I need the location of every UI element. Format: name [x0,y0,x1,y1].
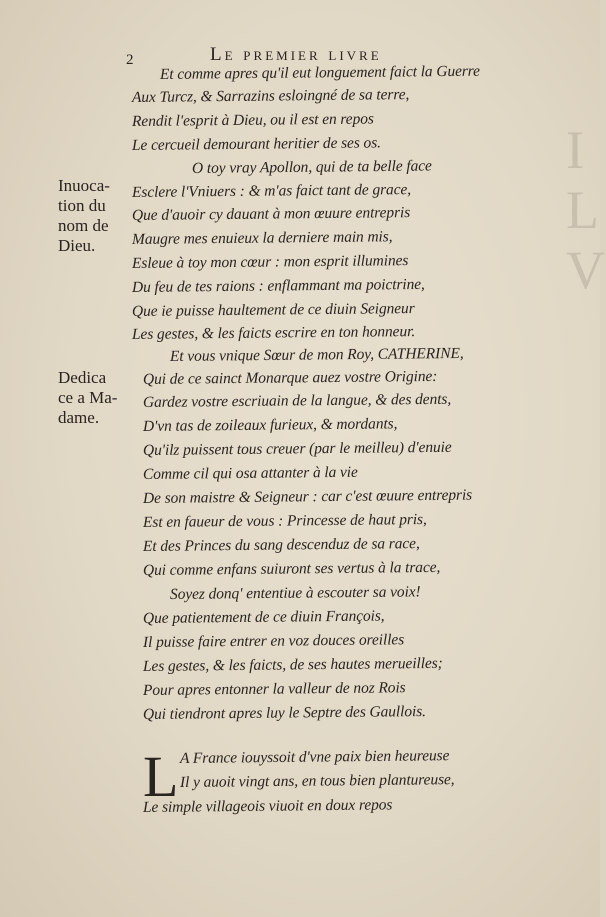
verse-line: Soyez donq' ententiue à escouter sa voix! [169,583,421,603]
verse-line: Le cercueil demourant heritier de ses os. [131,134,381,154]
verse-line: Qui tiendront apres luy le Septre des Gaullois. [142,703,426,723]
verse-line: Et vous vnique Sœur de mon Roy, CATHERINE, [169,344,464,365]
verse-line: Que patientement de ce diuin François, [142,607,385,627]
verse-line: O toy vray Apollon, qui de ta belle face [191,157,432,177]
verse-line: Du feu de tes raions : enflammant ma poictrine, [131,275,425,296]
verse-line: Et comme apres qu'il eut longuement faict la Guerre [159,62,480,83]
verse-line: Esclere l'Vniuers : & m'as faict tant de grace, [131,181,412,201]
verse-line: Il y auoit vingt ans, en tous bien plantureuse, [179,771,455,791]
margin-note-line: tion du [58,196,106,215]
drop-cap: L [143,744,179,809]
verse-line: Est en faueur de vous : Princesse de haut pris, [142,511,427,531]
verse-line: Aux Turcz, & Sarrazins esloingné de sa terre, [131,86,410,106]
verse-line: Maugre mes enuieux la derniere main mis, [131,228,393,248]
verse-line: Comme cil qui osa attanter à la vie [142,463,358,483]
verse-line: Et des Princes du sang descenduz de sa race, [142,535,420,555]
verse-line: Que d'auoir cy dauant à mon œuure entrepris [131,204,411,224]
margin-note-line: Dieu. [58,236,96,255]
margin-note-line: Inuoca- [58,176,110,195]
margin-note-line: ce a Ma- [58,388,118,407]
verse-line: De son maistre & Seigneur : car c'est œuure entrepris [142,486,473,507]
margin-note-line: dame. [58,408,100,427]
verse-line: Qui comme enfans suiuront ses vertus à la trace, [142,558,441,579]
running-head: Le premier livre [210,44,382,65]
verse-line: Rendit l'esprit à Dieu, ou il est en repos [131,110,374,130]
verse-line: Les gestes, & les faicts, de ses hautes merueilles; [142,654,443,675]
verse-line: Esleue à toy mon cœur : mon esprit illumines [131,252,409,272]
verse-line: Gardez vostre escriuain de la langue, & des dents, [142,390,452,411]
margin-note-line: nom de [58,216,109,235]
verse-line: Les gestes, & les faicts escrire en ton honneur. [131,323,416,343]
verse-line: Le simple villageois viuoit en doux repos [142,796,393,816]
verse-line: Pour apres entonner la valleur de noz Rois [142,679,406,699]
verse-line: Qu'ilz puissent tous creuer (par le meilleu) d'enuie [142,438,452,459]
verse-line: Qui de ce sainct Monarque auez vostre Origine: [142,367,438,388]
verse-line: A France iouyssoit d'vne paix bien heureuse [179,747,450,767]
page-number: 2 [126,52,134,68]
margin-note-invocation [58,176,110,256]
margin-note-dedication [58,368,117,428]
verse-line: Que ie puisse haultement de ce diuin Seigneur [131,300,415,320]
verse-line: Il puisse faire entrer en voz douces oreilles [142,631,405,651]
show-through-text: I L V [566,120,605,300]
verse-line: D'vn tas de zoileaux furieux, & mordants, [142,415,398,435]
margin-note-line: Dedica [58,368,107,387]
